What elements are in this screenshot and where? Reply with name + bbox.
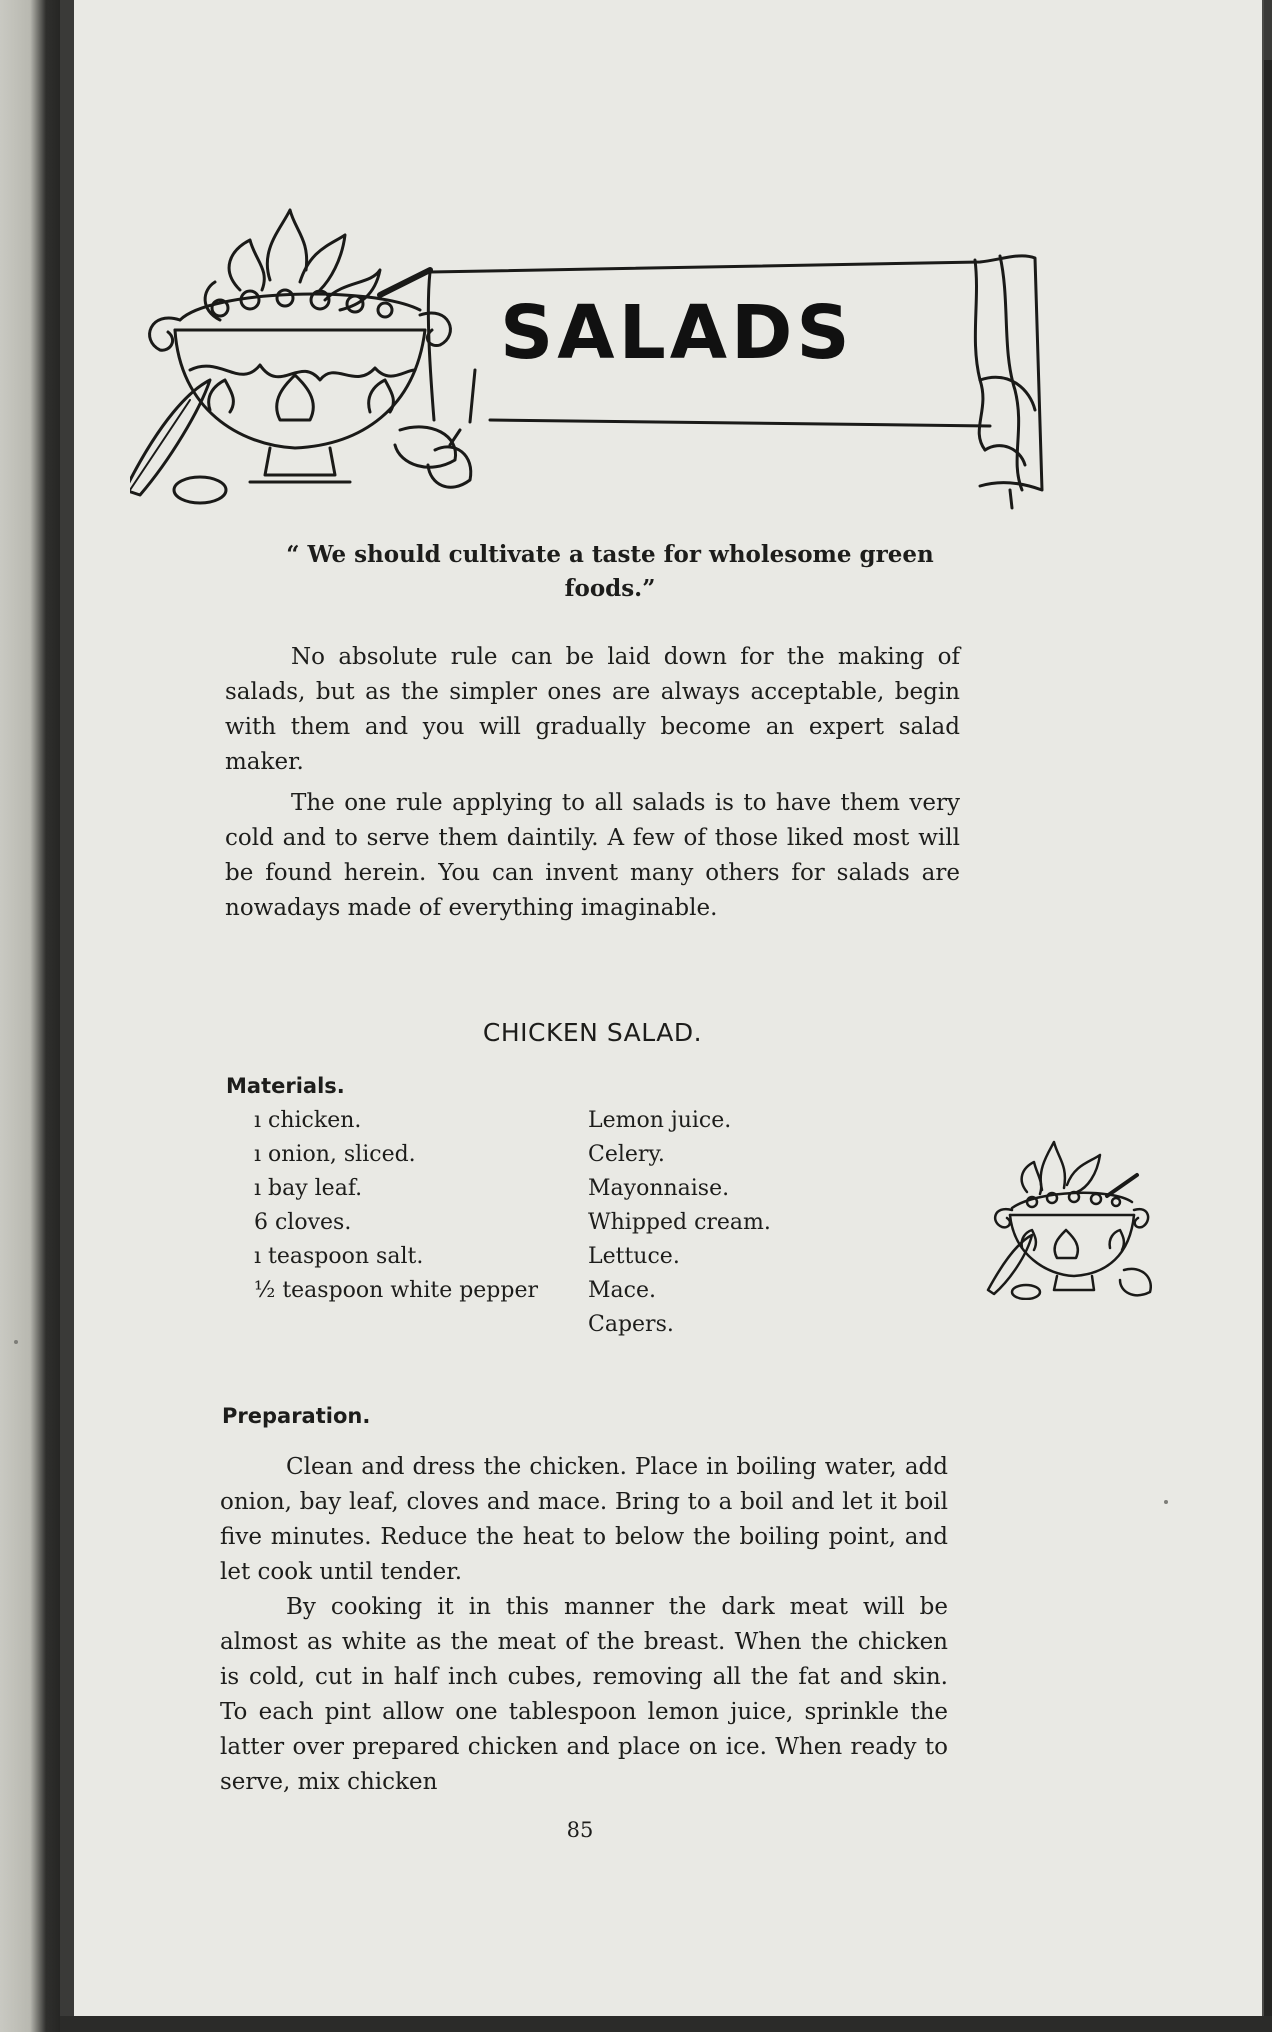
materials-list-right	[588, 1104, 848, 1342]
small-salad-bowl-illustration	[982, 1130, 1152, 1300]
list-item: Lemon juice.	[588, 1108, 732, 1133]
book-spine-edge	[0, 0, 60, 2032]
preparation-paragraph: Clean and dress the chicken. Place in boiling water, add onion, bay leaf, cloves and mace. Bring to a boil and let it boil five minutes. Reduce the heat to below the boiling point, and let cook until tender.	[220, 1454, 948, 1585]
intro-paragraph: No absolute rule can be laid down for the making of salads, but as the simpler ones are always acceptable, begin with them and you will gradually become an expert salad maker.	[225, 644, 960, 775]
preparation-paragraph: By cooking it in this manner the dark meat will be almost as white as the meat of the breast. When the chicken is cold, cut in half inch cubes, removing all the fat and skin. To each pint allow one tablespoon lemon juice, sprinkle the latter over prepared chicken and place on ice. When ready to serve, mix chicken	[220, 1594, 948, 1795]
list-item: ı onion, sliced.	[254, 1142, 416, 1167]
list-item: Capers.	[588, 1312, 674, 1337]
list-item: Whipped cream.	[588, 1210, 771, 1235]
list-item: 6 cloves.	[254, 1210, 352, 1235]
list-item: Mace.	[588, 1278, 656, 1303]
list-item: Mayonnaise.	[588, 1176, 730, 1201]
list-item: ı chicken.	[254, 1108, 362, 1133]
epigraph-quote: “ We should cultivate a taste for wholesome green foods.”	[286, 541, 934, 602]
list-item: ı bay leaf.	[254, 1176, 363, 1201]
list-item: ½ teaspoon white pepper	[254, 1278, 539, 1303]
recipe-title: CHICKEN SALAD.	[482, 1018, 703, 1047]
page-number: 85	[566, 1818, 594, 1842]
paper-speck	[1164, 1500, 1168, 1504]
list-item: Celery.	[588, 1142, 665, 1167]
paper-speck	[14, 1340, 18, 1344]
materials-list-left	[254, 1104, 584, 1308]
list-item: Lettuce.	[588, 1244, 680, 1269]
list-item: ı teaspoon salt.	[254, 1244, 424, 1269]
materials-heading: Materials.	[226, 1074, 345, 1098]
intro-paragraph: The one rule applying to all salads is to have them very cold and to serve them daintily. A few of those liked most will be found herein. You can invent many others for salads are nowadays made of everything imaginable.	[225, 790, 960, 921]
page-title: SALADS	[500, 290, 854, 376]
preparation-heading: Preparation.	[222, 1404, 371, 1428]
bottom-page-edge	[60, 2016, 1272, 2032]
